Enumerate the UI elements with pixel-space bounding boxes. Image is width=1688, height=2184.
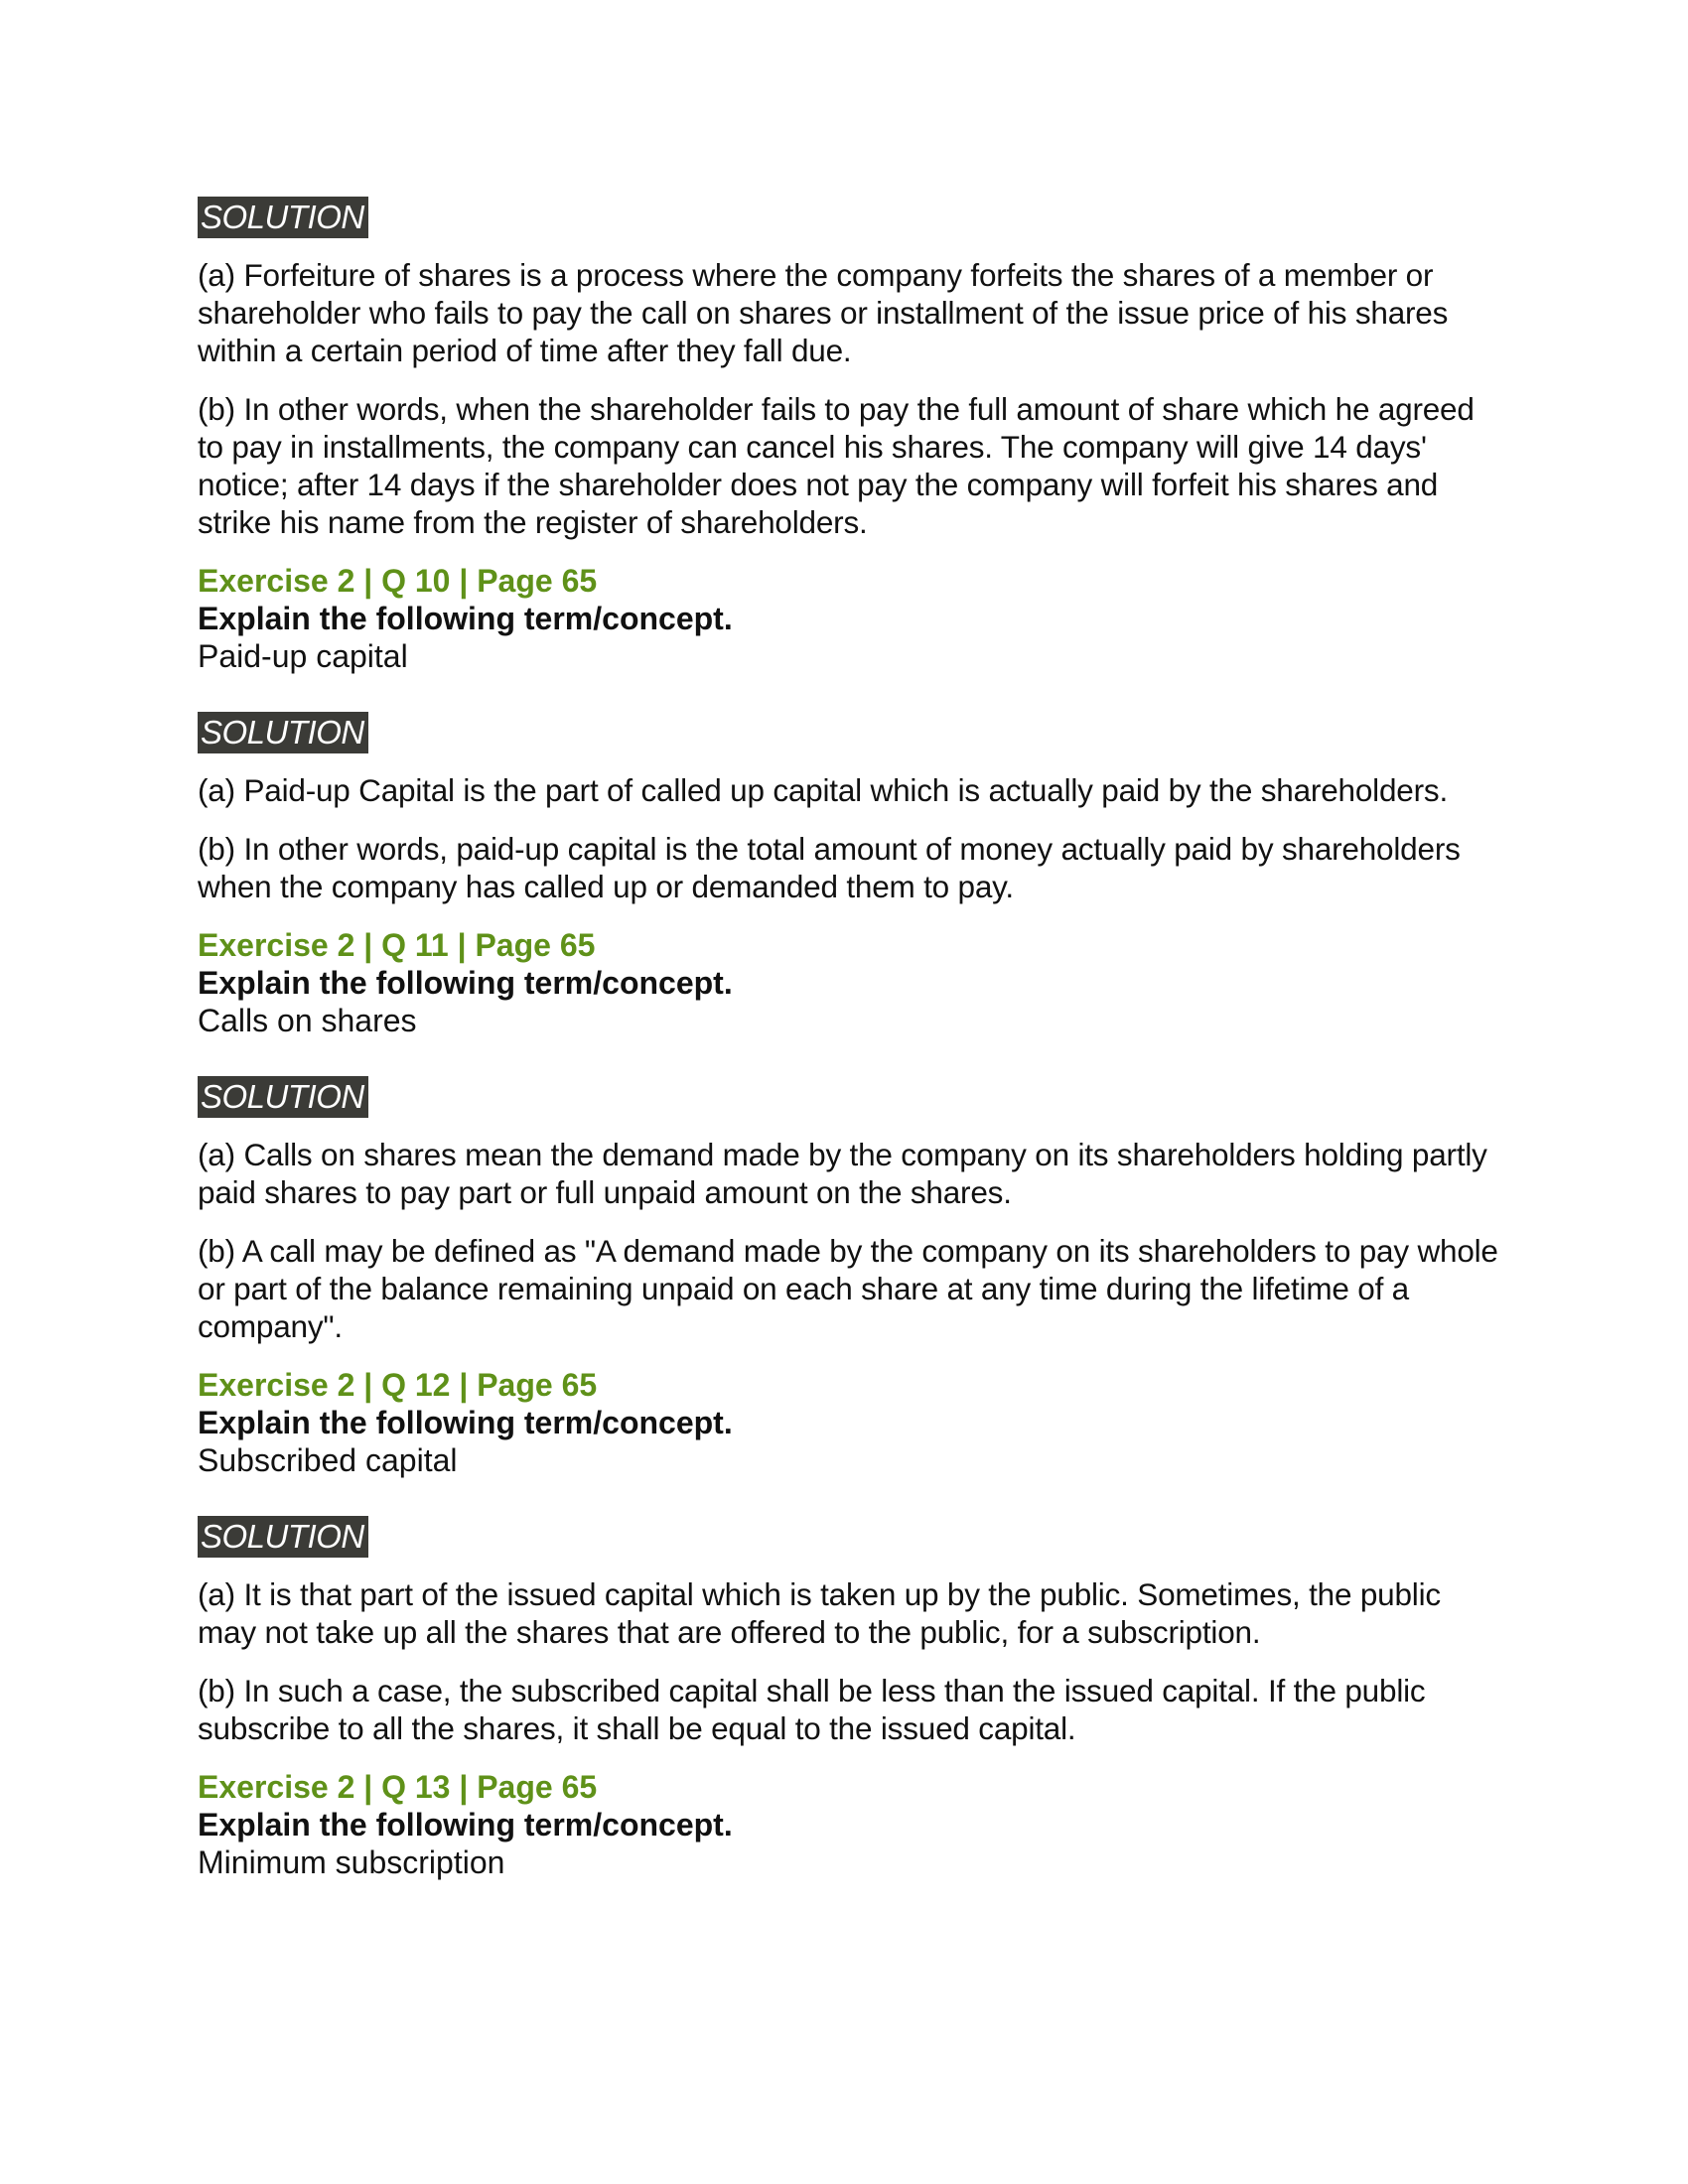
solution-paragraph-b: (b) In other words, paid-up capital is the total amount of money actually paid by shareholders when the company has called up or demanded them to pay. — [198, 831, 1461, 904]
exercise-reference: Exercise 2 | Q 11 | Page 65 — [198, 927, 596, 963]
exercise-term: Minimum subscription — [198, 1844, 505, 1880]
solution-paragraph-a: (a) It is that part of the issued capital which is taken up by the public. Sometimes, the public may not take up all the shares that are offered to the public, for a subscription. — [198, 1576, 1441, 1650]
solution-paragraph-a: (a) Paid-up Capital is the part of called up capital which is actually paid by the shareholders. — [198, 772, 1448, 808]
solution-paragraph-b: (b) In such a case, the subscribed capital shall be less than the issued capital. If the public subscribe to all the shares, it shall be equal to the issued capital. — [198, 1673, 1426, 1746]
solution-label: SOLUTION — [198, 1516, 368, 1558]
solution-label: SOLUTION — [198, 712, 368, 753]
solution-label: SOLUTION — [198, 197, 368, 238]
solution-block-1 — [198, 197, 1498, 675]
exercise-prompt: Explain the following term/concept. — [198, 601, 733, 636]
exercise-question — [198, 1366, 1498, 1479]
exercise-prompt: Explain the following term/concept. — [198, 1807, 733, 1843]
document-page — [198, 197, 1498, 1918]
exercise-term: Calls on shares — [198, 1003, 417, 1038]
solution-block-4 — [198, 1516, 1498, 1881]
solution-paragraph-b: (b) A call may be defined as "A demand made by the company on its shareholders to pay whole or part of the balance remaining unpaid on each share at any time during the lifetime of a company". — [198, 1233, 1498, 1344]
solution-paragraph-a: (a) Calls on shares mean the demand made by the company on its shareholders holding partly paid shares to pay part or full unpaid amount on the shares. — [198, 1137, 1487, 1210]
solution-paragraph-a: (a) Forfeiture of shares is a process where the company forfeits the shares of a member or shareholder who fails to pay the call on shares or installment of the issue price of his shares within a certain period of time after they fall due. — [198, 257, 1449, 368]
exercise-prompt: Explain the following term/concept. — [198, 965, 733, 1001]
solution-block-3 — [198, 1076, 1498, 1479]
exercise-question — [198, 926, 1498, 1039]
solution-block-2 — [198, 712, 1498, 1039]
exercise-question — [198, 562, 1498, 675]
exercise-term: Subscribed capital — [198, 1442, 458, 1478]
exercise-term: Paid-up capital — [198, 638, 408, 674]
solution-paragraph-b: (b) In other words, when the shareholder fails to pay the full amount of share which he agreed to pay in installments, the company can cancel his shares. The company will give 14 days' notice; after 14 days if the shareholder does not pay the company will forfeit his shares and strike his name from the register of shareholders. — [198, 391, 1475, 540]
exercise-question — [198, 1768, 1498, 1881]
exercise-reference: Exercise 2 | Q 10 | Page 65 — [198, 563, 598, 599]
exercise-prompt: Explain the following term/concept. — [198, 1405, 733, 1440]
exercise-reference: Exercise 2 | Q 12 | Page 65 — [198, 1367, 598, 1403]
solution-label: SOLUTION — [198, 1076, 368, 1118]
exercise-reference: Exercise 2 | Q 13 | Page 65 — [198, 1769, 598, 1805]
